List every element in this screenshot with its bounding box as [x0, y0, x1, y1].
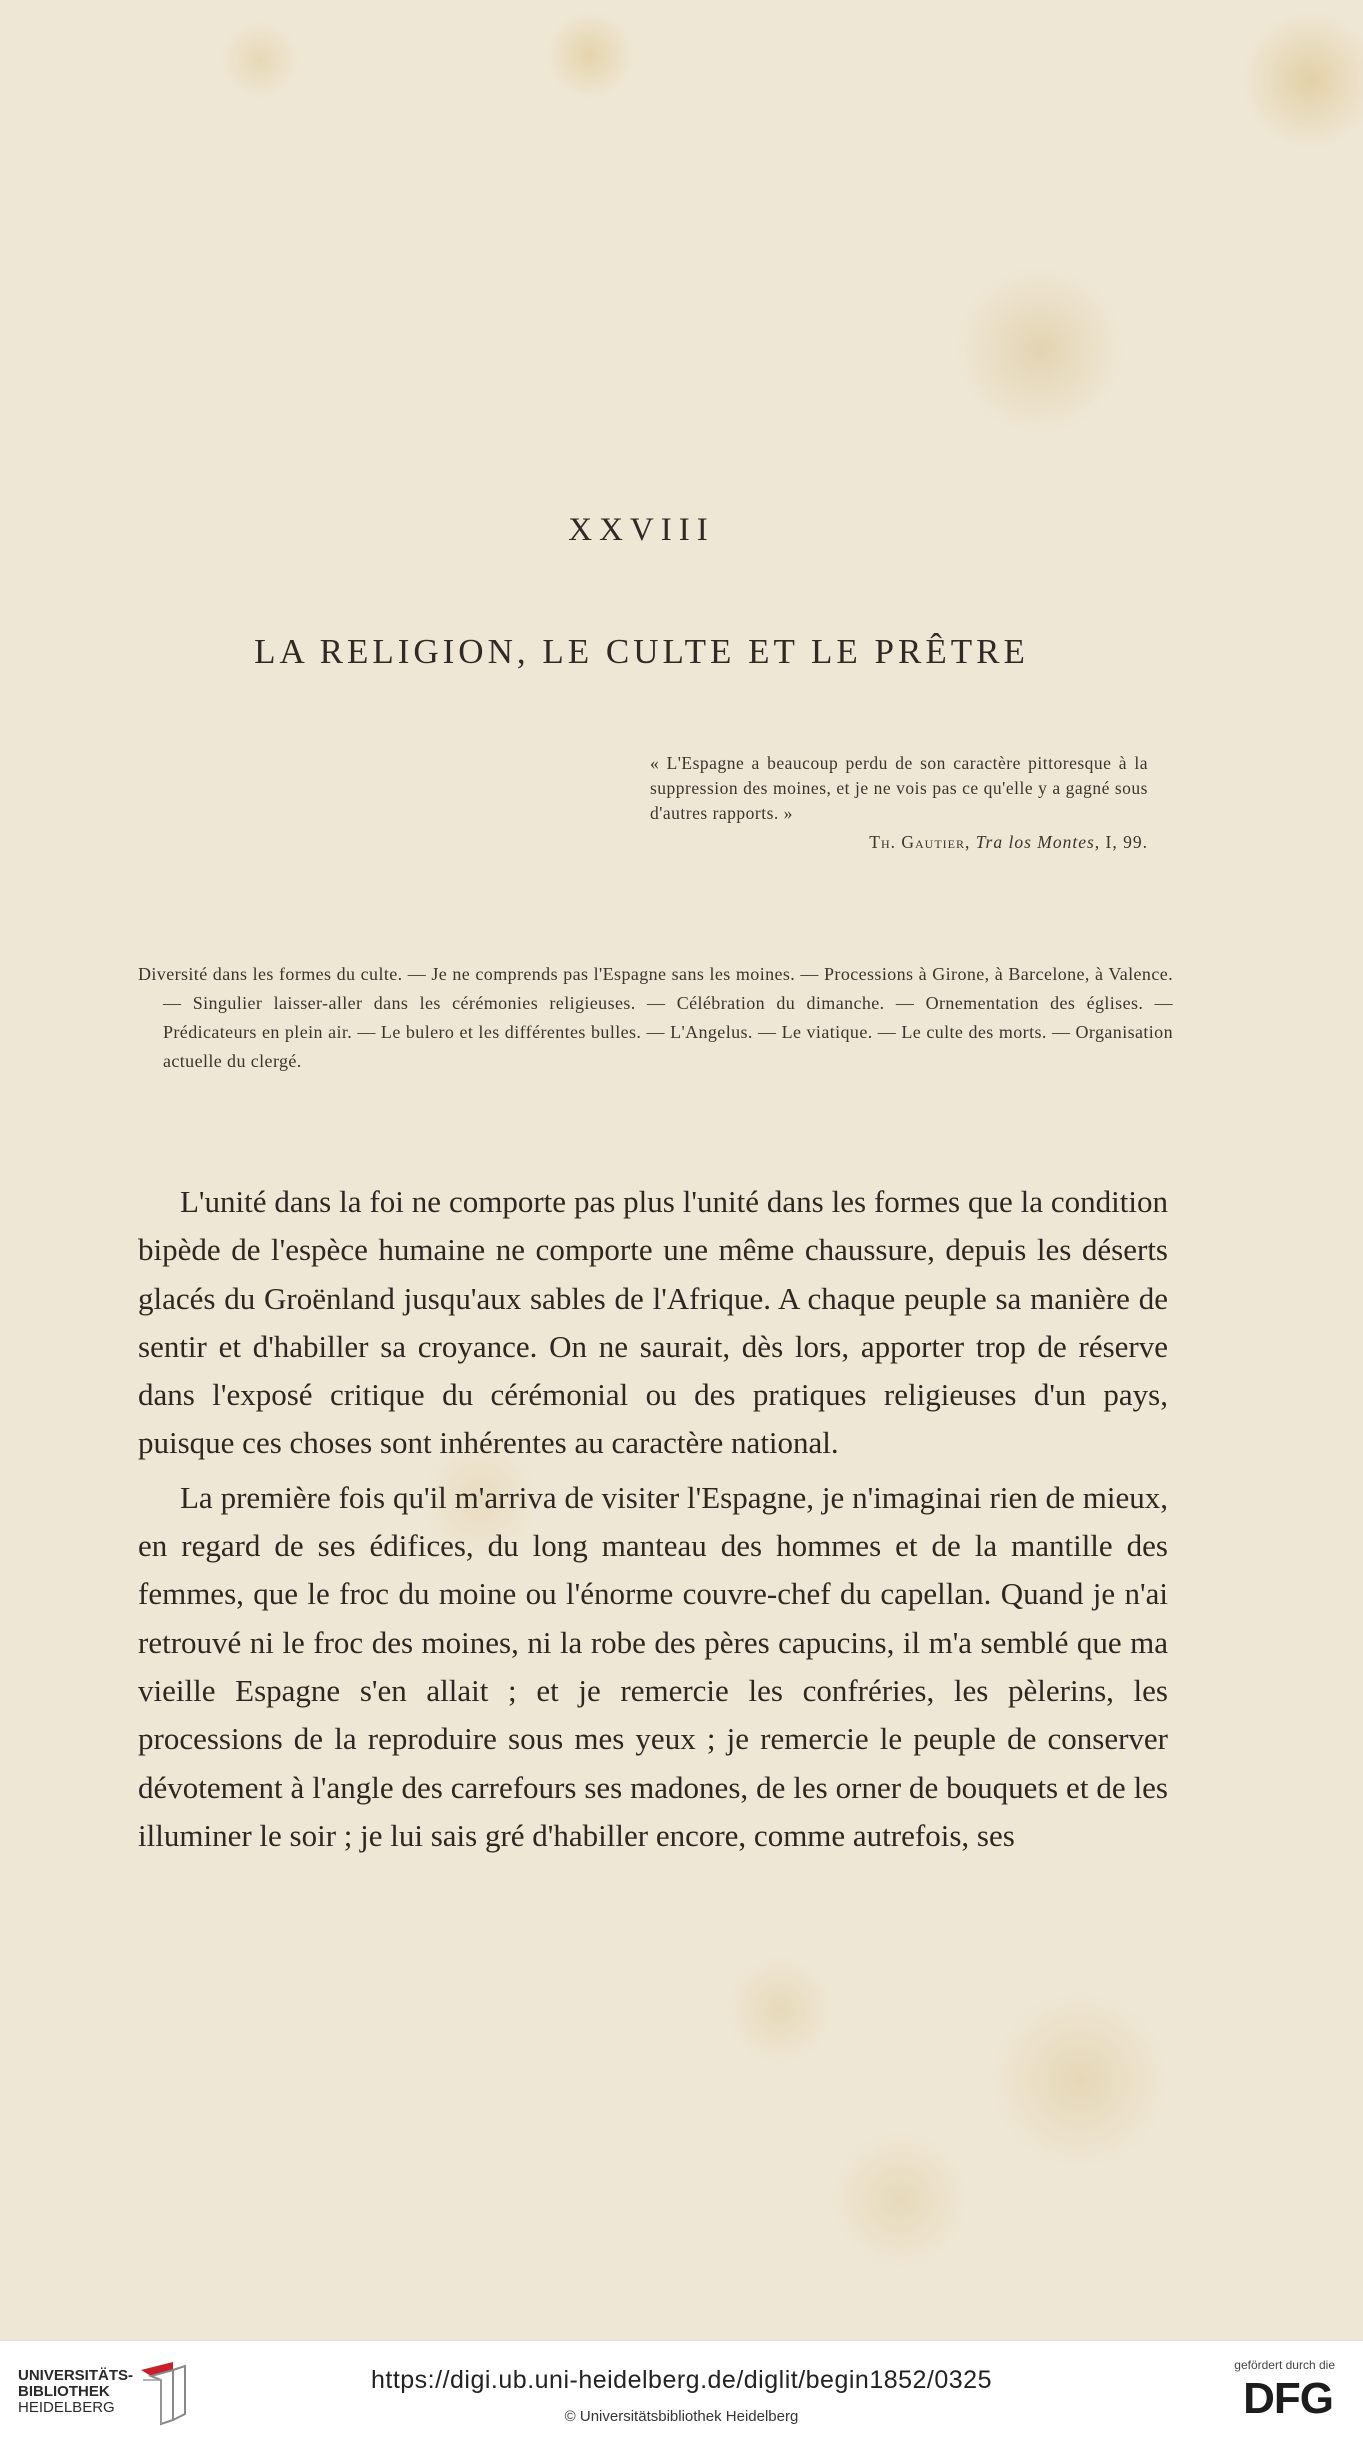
epigraph-author: Th. Gautier,	[869, 832, 971, 852]
body-paragraph: La première fois qu'il m'arriva de visiter l'Espagne, je n'imaginai rien de mieux, en regard de ses édifices, du long manteau des hommes et de la mantille des femmes, que le froc du moine ou l'énorme couvre-chef du capellan. Quand je n'ai retrouvé ni le froc des moines, ni la robe des pères capucins, il m'a semblé que ma vieille Espagne s'en allait ; et je remercie les confréries, les pèlerins, les processions de la reproduire sous mes yeux ; je remercie le peuple de conserver dévotement à l'angle des carrefours ses madones, de les orner de bouquets et de les illuminer le soir ; je lui sais gré d'habiller encore, comme autrefois, ses	[138, 1479, 1168, 1853]
chapter-title: LA RELIGION, LE CULTE ET LE PRÊTRE	[254, 632, 1029, 671]
epigraph-work: Tra los Montes,	[975, 832, 1101, 852]
chapter-summary	[138, 960, 1173, 1076]
summary-text: Diversité dans les formes du culte. — Je ne comprends pas l'Espagne sans les moines. — Processions à Girone, à Barcelone, à Valence. — Singulier laisser-aller dans les cérémonies religieuses. — Célébration du dimanche. — Ornementation des églises. — Prédicateurs en plein air. — Le bulero et les différentes bulles. — L'Angelus. — Le viatique. — Le culte des morts. — Organisation actuelle du clergé.	[138, 964, 1173, 1071]
permalink-url[interactable]: https://digi.ub.uni-heidelberg.de/diglit/begin1852/0325	[370, 2366, 992, 2394]
epigraph-attribution	[650, 830, 1148, 855]
chapter-number: XXVIII	[568, 512, 715, 548]
library-name-line2: BIBLIOTHEK	[18, 2383, 110, 2400]
epigraph-reference: I, 99.	[1105, 832, 1148, 852]
epigraph	[650, 751, 1148, 855]
library-name-line3: HEIDELBERG	[18, 2399, 115, 2416]
library-name-line1: UNIVERSITÄTS-	[18, 2367, 134, 2384]
epigraph-quote: « L'Espagne a beaucoup perdu de son caractère pittoresque à la suppression des moines, et je ne vois pas ce qu'elle y a gagné sous d'autres rapports. »	[650, 753, 1148, 823]
bleed-through-text	[1140, 250, 1360, 1250]
dfg-logo[interactable]: DFG	[1243, 2374, 1333, 2423]
copyright-notice: © Universitätsbibliothek Heidelberg	[564, 2408, 799, 2425]
body-text	[138, 1178, 1168, 1860]
funding-note: gefördert durch die	[1234, 2358, 1335, 2372]
body-paragraph: L'unité dans la foi ne comporte pas plus l'unité dans les formes que la condition bipède de l'espèce humaine ne comporte une même chaussure, depuis les déserts glacés du Groënland jusqu'aux sables de l'Afrique. A chaque peuple sa manière de sentir et d'habiller sa croyance. On ne saurait, dès lors, apporter trop de réserve dans l'exposé critique du cérémonial ou des pratiques religieuses d'un pays, puisque ces choses sont inhérentes au caractère national.	[138, 1184, 1168, 1461]
